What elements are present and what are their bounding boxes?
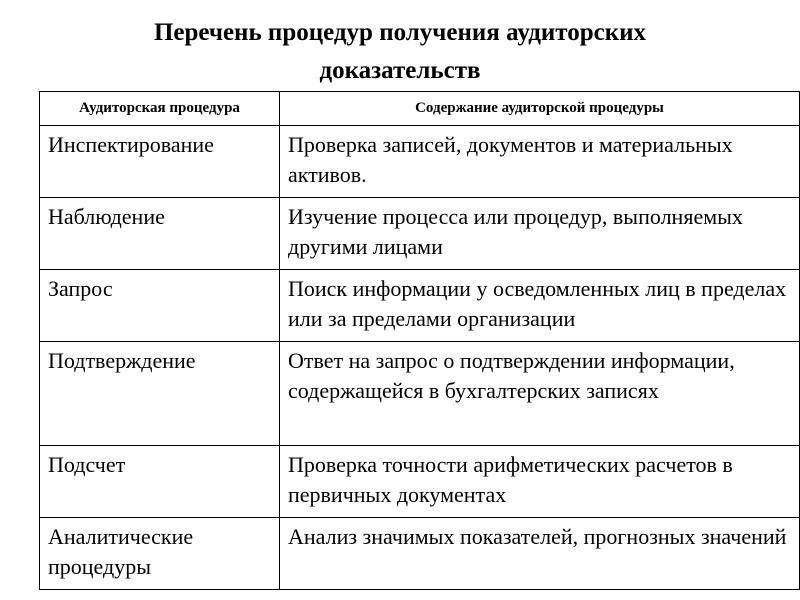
content-cell: Проверка записей, документов и материальных активов. (280, 126, 800, 198)
procedure-cell: Наблюдение (40, 198, 280, 270)
procedure-cell: Подсчет (40, 446, 280, 518)
table-row (40, 518, 800, 590)
content-cell: Поиск информации у осведомленных лиц в пределах или за пределами организации (280, 270, 800, 342)
page-title-line-1: Перечень процедур получения аудиторских (153, 19, 647, 46)
column-header-procedure: Аудиторская процедура (40, 92, 280, 126)
table-row (40, 126, 800, 198)
content-cell: Анализ значимых показателей, прогнозных значений (280, 518, 800, 590)
table-header-row (40, 92, 800, 126)
procedure-cell: Аналитические процедуры (40, 518, 280, 590)
content-cell: Проверка точности арифметических расчетов в первичных документах (280, 446, 800, 518)
page-title-line-2: доказательств (319, 57, 481, 84)
procedure-cell: Запрос (40, 270, 280, 342)
page-title (60, 14, 740, 90)
table-row (40, 198, 800, 270)
procedure-cell: Инспектирование (40, 126, 280, 198)
procedures-table (39, 91, 800, 590)
table-row (40, 446, 800, 518)
column-header-content: Содержание аудиторской процедуры (280, 92, 800, 126)
content-cell: Ответ на запрос о подтверждении информации, содержащейся в бухгалтерских записях (280, 342, 800, 446)
content-cell: Изучение процесса или процедур, выполняемых другими лицами (280, 198, 800, 270)
procedure-cell: Подтверждение (40, 342, 280, 446)
table-row (40, 270, 800, 342)
table-row (40, 342, 800, 446)
